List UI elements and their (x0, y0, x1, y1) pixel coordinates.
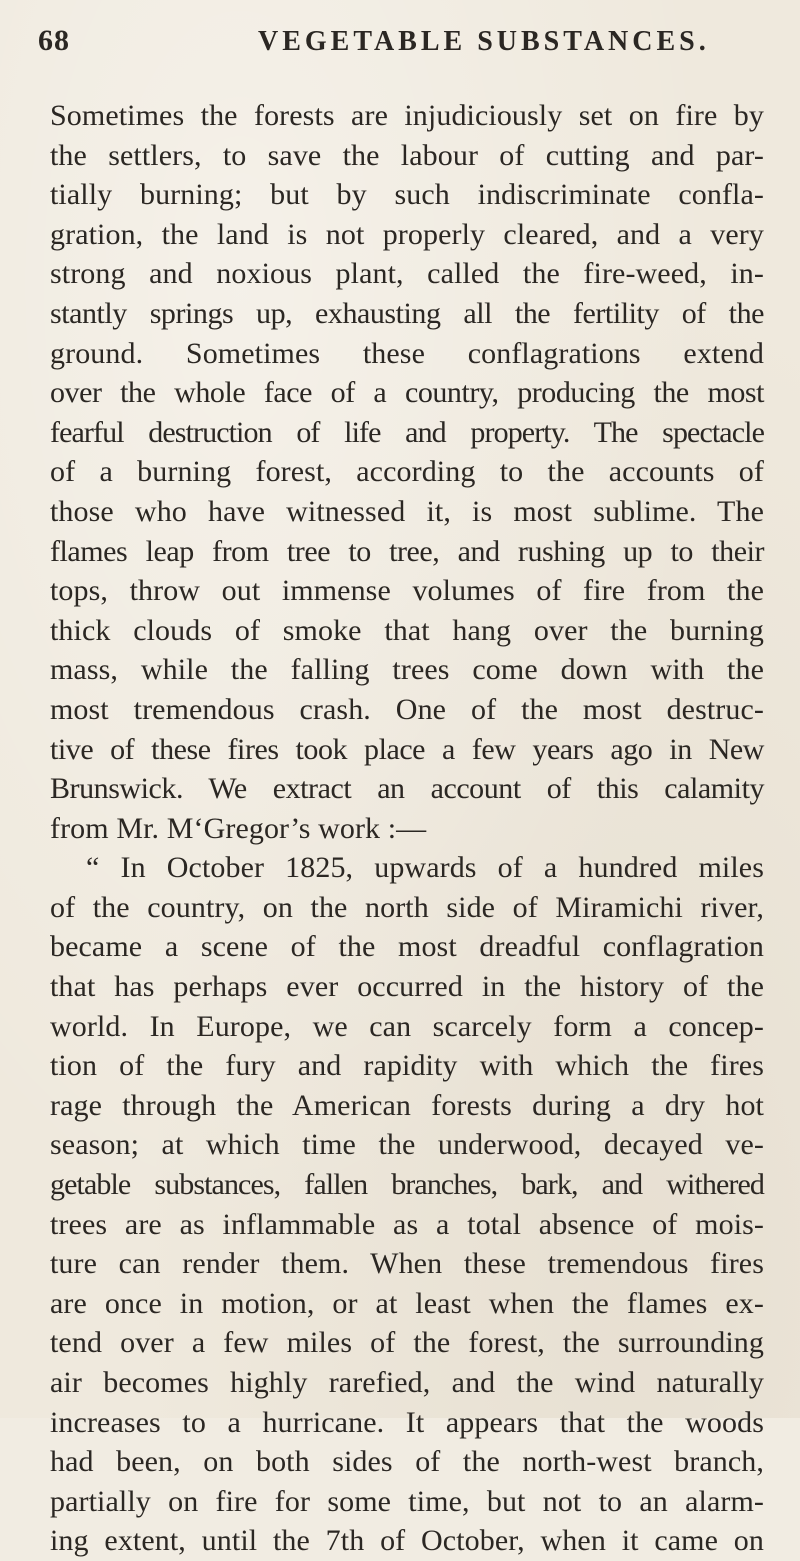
text-line: increases to a hurricane. It appears that the woods (50, 1405, 764, 1439)
text-line: of a burning forest, according to the accounts of (50, 455, 764, 489)
text-line: tend over a few miles of the forest, the surrounding (50, 1326, 764, 1360)
text-line: rage through the American forests during a dry hot (50, 1088, 764, 1122)
running-title: VEGETABLE SUBSTANCES. (258, 26, 710, 57)
text-line: getable substances, fallen branches, bark, and withered (50, 1168, 764, 1202)
text-line: tially burning; but by such indiscriminate confla- (50, 178, 764, 212)
text-line: Sometimes the forests are injudiciously set on fire by (50, 99, 764, 132)
text-line: most tremendous crash. One of the most destruc- (50, 692, 764, 726)
page-number: 68 (38, 24, 70, 57)
text-line: ing extent, until the 7th of October, when it came on (50, 1524, 764, 1558)
text-line: over the whole face of a country, producing the most (50, 376, 764, 410)
text-line: stantly springs up, exhausting all the fertility of the (50, 296, 764, 330)
text-line: tion of the fury and rapidity with which the fires (50, 1049, 764, 1083)
text-line: had been, on both sides of the north-west branch, (50, 1445, 764, 1479)
text-line: tops, throw out immense volumes of fire from the (50, 574, 764, 608)
text-line: partially on fire for some time, but not to an alarm- (50, 1484, 764, 1518)
text-line: of the country, on the north side of Miramichi river, (50, 890, 764, 924)
text-line: trees are as inflammable as a total absence of mois- (50, 1207, 764, 1241)
text-line: became a scene of the most dreadful conflagration (50, 930, 764, 964)
text-line: tive of these fires took place a few years ago in New (50, 732, 764, 766)
running-head (38, 18, 776, 58)
text-line: from Mr. M‘Gregor’s work :— (50, 811, 427, 845)
text-line: those who have witnessed it, is most sublime. The (50, 494, 764, 528)
text-line: mass, while the falling trees come down with the (50, 653, 764, 687)
text-line: world. In Europe, we can scarcely form a concep- (50, 1009, 764, 1043)
text-line: ground. Sometimes these conflagrations extend (50, 336, 764, 370)
body-text (50, 96, 764, 1561)
text-line: thick clouds of smoke that hang over the burning (50, 613, 764, 647)
text-line: strong and noxious plant, called the fire-weed, in- (50, 257, 764, 291)
text-line: fearful destruction of life and property. The spectacle (50, 415, 764, 449)
text-line: the settlers, to save the labour of cutting and par- (50, 138, 764, 172)
text-line: flames leap from tree to tree, and rushing up to their (50, 534, 764, 568)
text-line: air becomes highly rarefied, and the wind naturally (50, 1366, 764, 1399)
text-line: “ In October 1825, upwards of a hundred miles (86, 851, 764, 885)
text-line: season; at which time the underwood, decayed ve- (50, 1128, 764, 1162)
text-line: that has perhaps ever occurred in the history of the (50, 970, 764, 1004)
text-line: are once in motion, or at least when the flames ex- (50, 1286, 764, 1320)
text-line: ture can render them. When these tremendous fires (50, 1247, 764, 1281)
text-line: gration, the land is not properly cleared, and a very (50, 217, 764, 251)
text-line: Brunswick. We extract an account of this calamity (50, 772, 764, 806)
